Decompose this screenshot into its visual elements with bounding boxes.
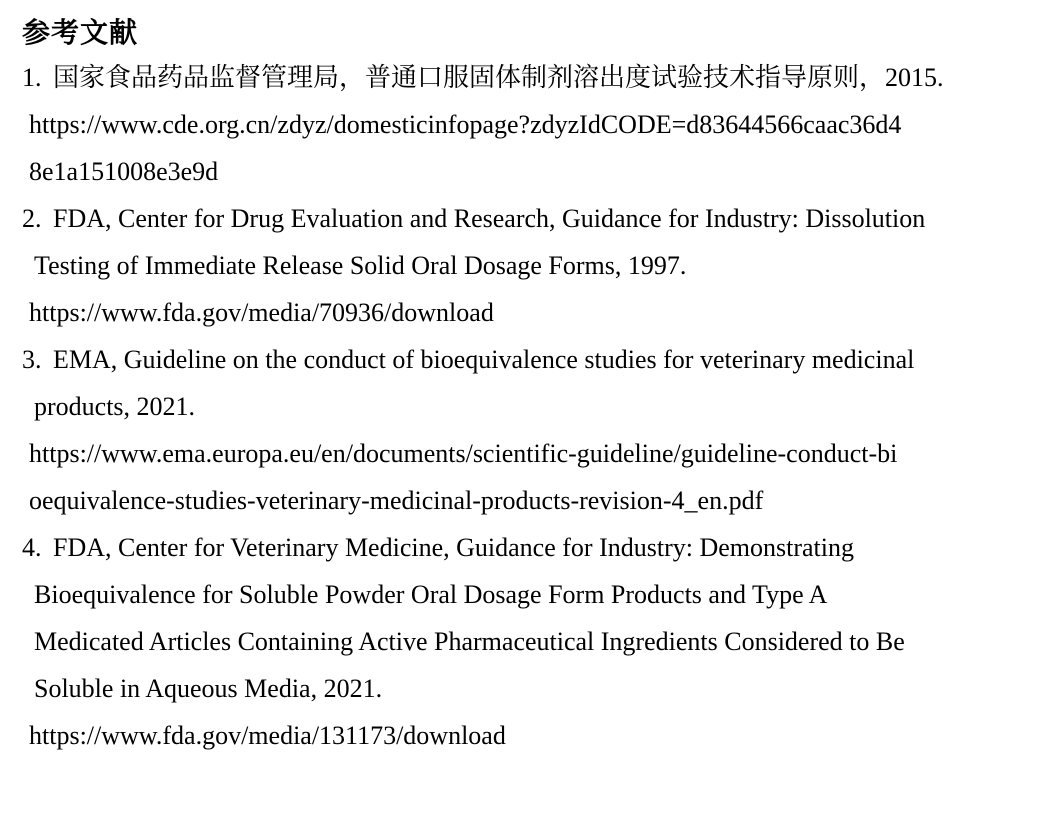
reference-text-line: products, 2021. (34, 392, 196, 421)
reference-url-line: https://www.fda.gov/media/70936/download (29, 298, 494, 327)
reference-first-line (22, 336, 1035, 383)
reference-item (22, 336, 1035, 524)
reference-number: 4. (22, 533, 42, 562)
reference-url-line: 8e1a151008e3e9d (29, 157, 219, 186)
reference-number: 1. (22, 63, 42, 92)
reference-first-line (22, 195, 1035, 242)
reference-text: FDA, Center for Veterinary Medicine, Guidance for Industry: Demonstrating (53, 533, 854, 562)
reference-first-line (22, 54, 1035, 101)
reference-first-line (22, 524, 1035, 571)
reference-url-line: https://www.cde.org.cn/zdyz/domesticinfopage?zdyzIdCODE=d83644566caac36d4 (29, 110, 902, 139)
reference-text-line: Soluble in Aqueous Media, 2021. (34, 674, 383, 703)
references-list (22, 54, 1035, 759)
reference-item (22, 54, 1035, 195)
reference-text: 国家食品药品监督管理局，普通口服固体制剂溶出度试验技术指导原则，2015. (53, 63, 944, 92)
reference-item (22, 524, 1035, 759)
reference-item (22, 195, 1035, 336)
reference-text: EMA, Guideline on the conduct of bioequivalence studies for veterinary medicinal (53, 345, 915, 374)
reference-text-line: Testing of Immediate Release Solid Oral Dosage Forms, 1997. (34, 251, 687, 280)
reference-text: FDA, Center for Drug Evaluation and Research, Guidance for Industry: Dissolution (53, 204, 926, 233)
reference-number: 2. (22, 204, 42, 233)
reference-text-line: Bioequivalence for Soluble Powder Oral Dosage Form Products and Type A (34, 580, 828, 609)
reference-number: 3. (22, 345, 42, 374)
reference-text-line: Medicated Articles Containing Active Pharmaceutical Ingredients Considered to Be (34, 627, 905, 656)
reference-url-line: https://www.ema.europa.eu/en/documents/scientific-guideline/guideline-conduct-bi (29, 439, 898, 468)
reference-url-line: https://www.fda.gov/media/131173/download (29, 721, 506, 750)
reference-url-line: oequivalence-studies-veterinary-medicinal-products-revision-4_en.pdf (29, 486, 764, 515)
references-heading: 参考文献 (22, 17, 139, 48)
